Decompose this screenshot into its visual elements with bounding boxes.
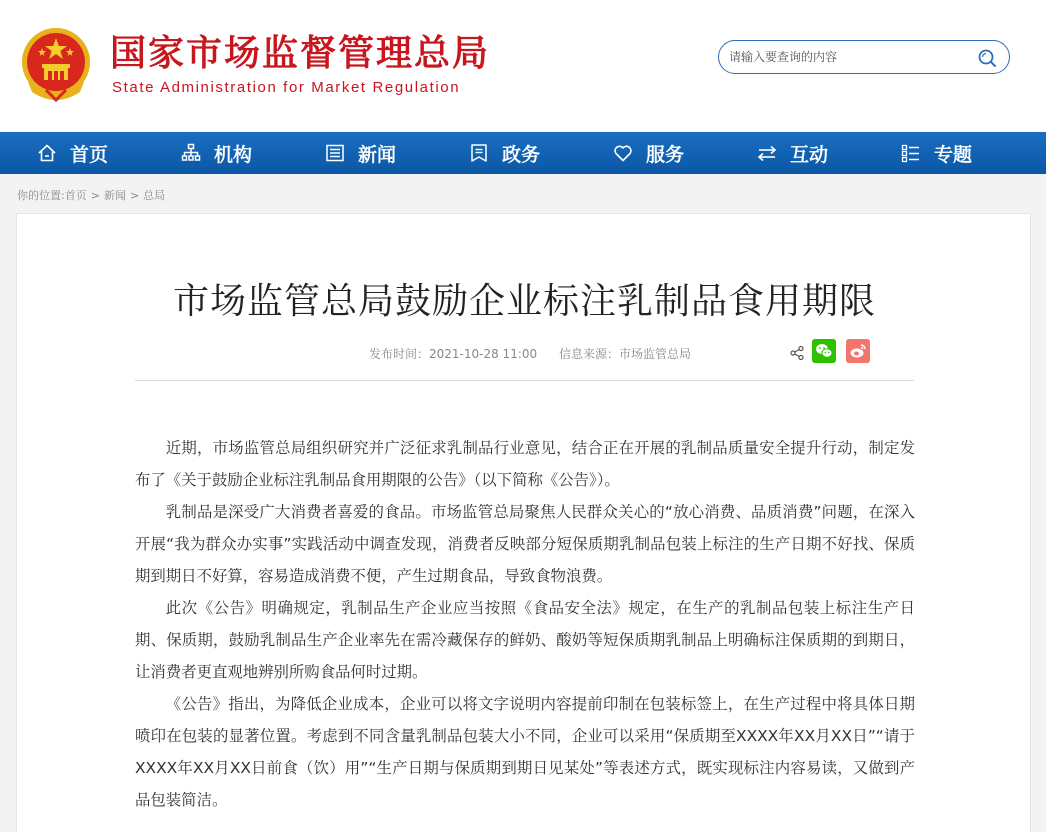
article-paragraph: 《公告》指出，为降低企业成本，企业可以将文字说明内容提前印制在包装标签上，在生产过程中将具体日期喷印在包装的显著位置。考虑到不同含量乳制品包装大小不同，企业可以采用“保质期至XXXX年XX月XX日”“请于XXXX年XX月XX日前食（饮）用”“生产日期与保质期到期日见某处”等表述方式，既实现标注内容易读，又做到产品包装简洁。 <box>135 695 915 809</box>
breadcrumb-separator: > <box>129 189 140 202</box>
breadcrumb-link-news[interactable]: 新闻 <box>103 189 126 202</box>
nav-item-organization[interactable] <box>180 132 252 174</box>
share-icon[interactable] <box>789 345 805 361</box>
breadcrumb-link-home[interactable]: 首页 <box>64 189 87 202</box>
breadcrumb-link-headquarters[interactable]: 总局 <box>143 189 166 202</box>
search-box <box>718 40 1010 74</box>
wechat-share-icon[interactable] <box>812 339 836 363</box>
article-body <box>135 432 915 816</box>
search-input[interactable] <box>729 46 969 68</box>
breadcrumb-prefix: 你的位置: <box>17 189 65 202</box>
nav-item-home[interactable] <box>36 132 108 174</box>
site-header <box>0 0 1046 132</box>
article-paragraph: 近期，市场监管总局组织研究并广泛征求乳制品行业意见，结合正在开展的乳制品质量安全提升行动，制定发布了《关于鼓励企业标注乳制品食用期限的公告》（以下简称《公告》）。 <box>135 439 915 489</box>
national-emblem-logo[interactable] <box>20 26 92 102</box>
nav-item-label: 服务 <box>646 143 685 166</box>
article-title: 市场监管总局鼓励企业标注乳制品食用期限 <box>172 281 876 322</box>
weibo-share-icon[interactable] <box>846 339 870 363</box>
nav-item-label: 专题 <box>934 143 973 166</box>
nav-item-interaction[interactable] <box>756 132 828 174</box>
article-paragraph: 乳制品是深受广大消费者喜爱的食品。市场监管总局聚焦人民群众关心的“放心消费、品质消费”问题，在深入开展“我为群众办实事”实践活动中调查发现，消费者反映部分短保质期乳制品包装上标注的生产日期不好找、保质期到期日不好算，容易造成消费不便，产生过期食品，导致食物浪费。 <box>135 503 915 585</box>
government-affairs-icon <box>468 142 490 164</box>
nav-item-label: 首页 <box>70 143 109 166</box>
heart-icon <box>612 142 634 164</box>
news-icon <box>324 142 346 164</box>
site-subtitle: State Administration for Market Regulation <box>112 79 461 96</box>
article-meta <box>369 345 691 362</box>
nav-item-label: 机构 <box>214 143 253 166</box>
nav-item-label: 政务 <box>502 143 541 166</box>
info-source: 信息来源：市场监管总局 <box>558 347 691 361</box>
breadcrumb <box>17 187 165 203</box>
title-divider <box>135 380 914 381</box>
article-paragraph: 此次《公告》明确规定，乳制品生产企业应当按照《食品安全法》规定，在生产的乳制品包装上标注生产日期、保质期，鼓励乳制品生产企业率先在需冷藏保存的鲜奶、酸奶等短保质期乳制品上明确标注保质期的到期日，让消费者更直观地辨别所购食品何时过期。 <box>135 599 915 681</box>
nav-item-label: 互动 <box>790 143 829 166</box>
search-icon[interactable] <box>977 48 997 68</box>
site-title: 国家市场监督管理总局 <box>110 33 491 74</box>
nav-item-news[interactable] <box>324 132 396 174</box>
nav-item-government-affairs[interactable] <box>468 132 540 174</box>
home-icon <box>36 142 58 164</box>
main-nav <box>0 132 1046 174</box>
nav-item-label: 新闻 <box>358 143 397 166</box>
org-chart-icon <box>180 142 202 164</box>
topic-list-icon <box>900 142 922 164</box>
nav-item-topics[interactable] <box>900 132 972 174</box>
breadcrumb-separator: > <box>90 189 100 202</box>
nav-item-services[interactable] <box>612 132 684 174</box>
exchange-arrows-icon <box>756 142 778 164</box>
article-panel <box>16 213 1031 832</box>
publish-time: 发布时间：2021-10-28 11:00 <box>369 347 538 361</box>
